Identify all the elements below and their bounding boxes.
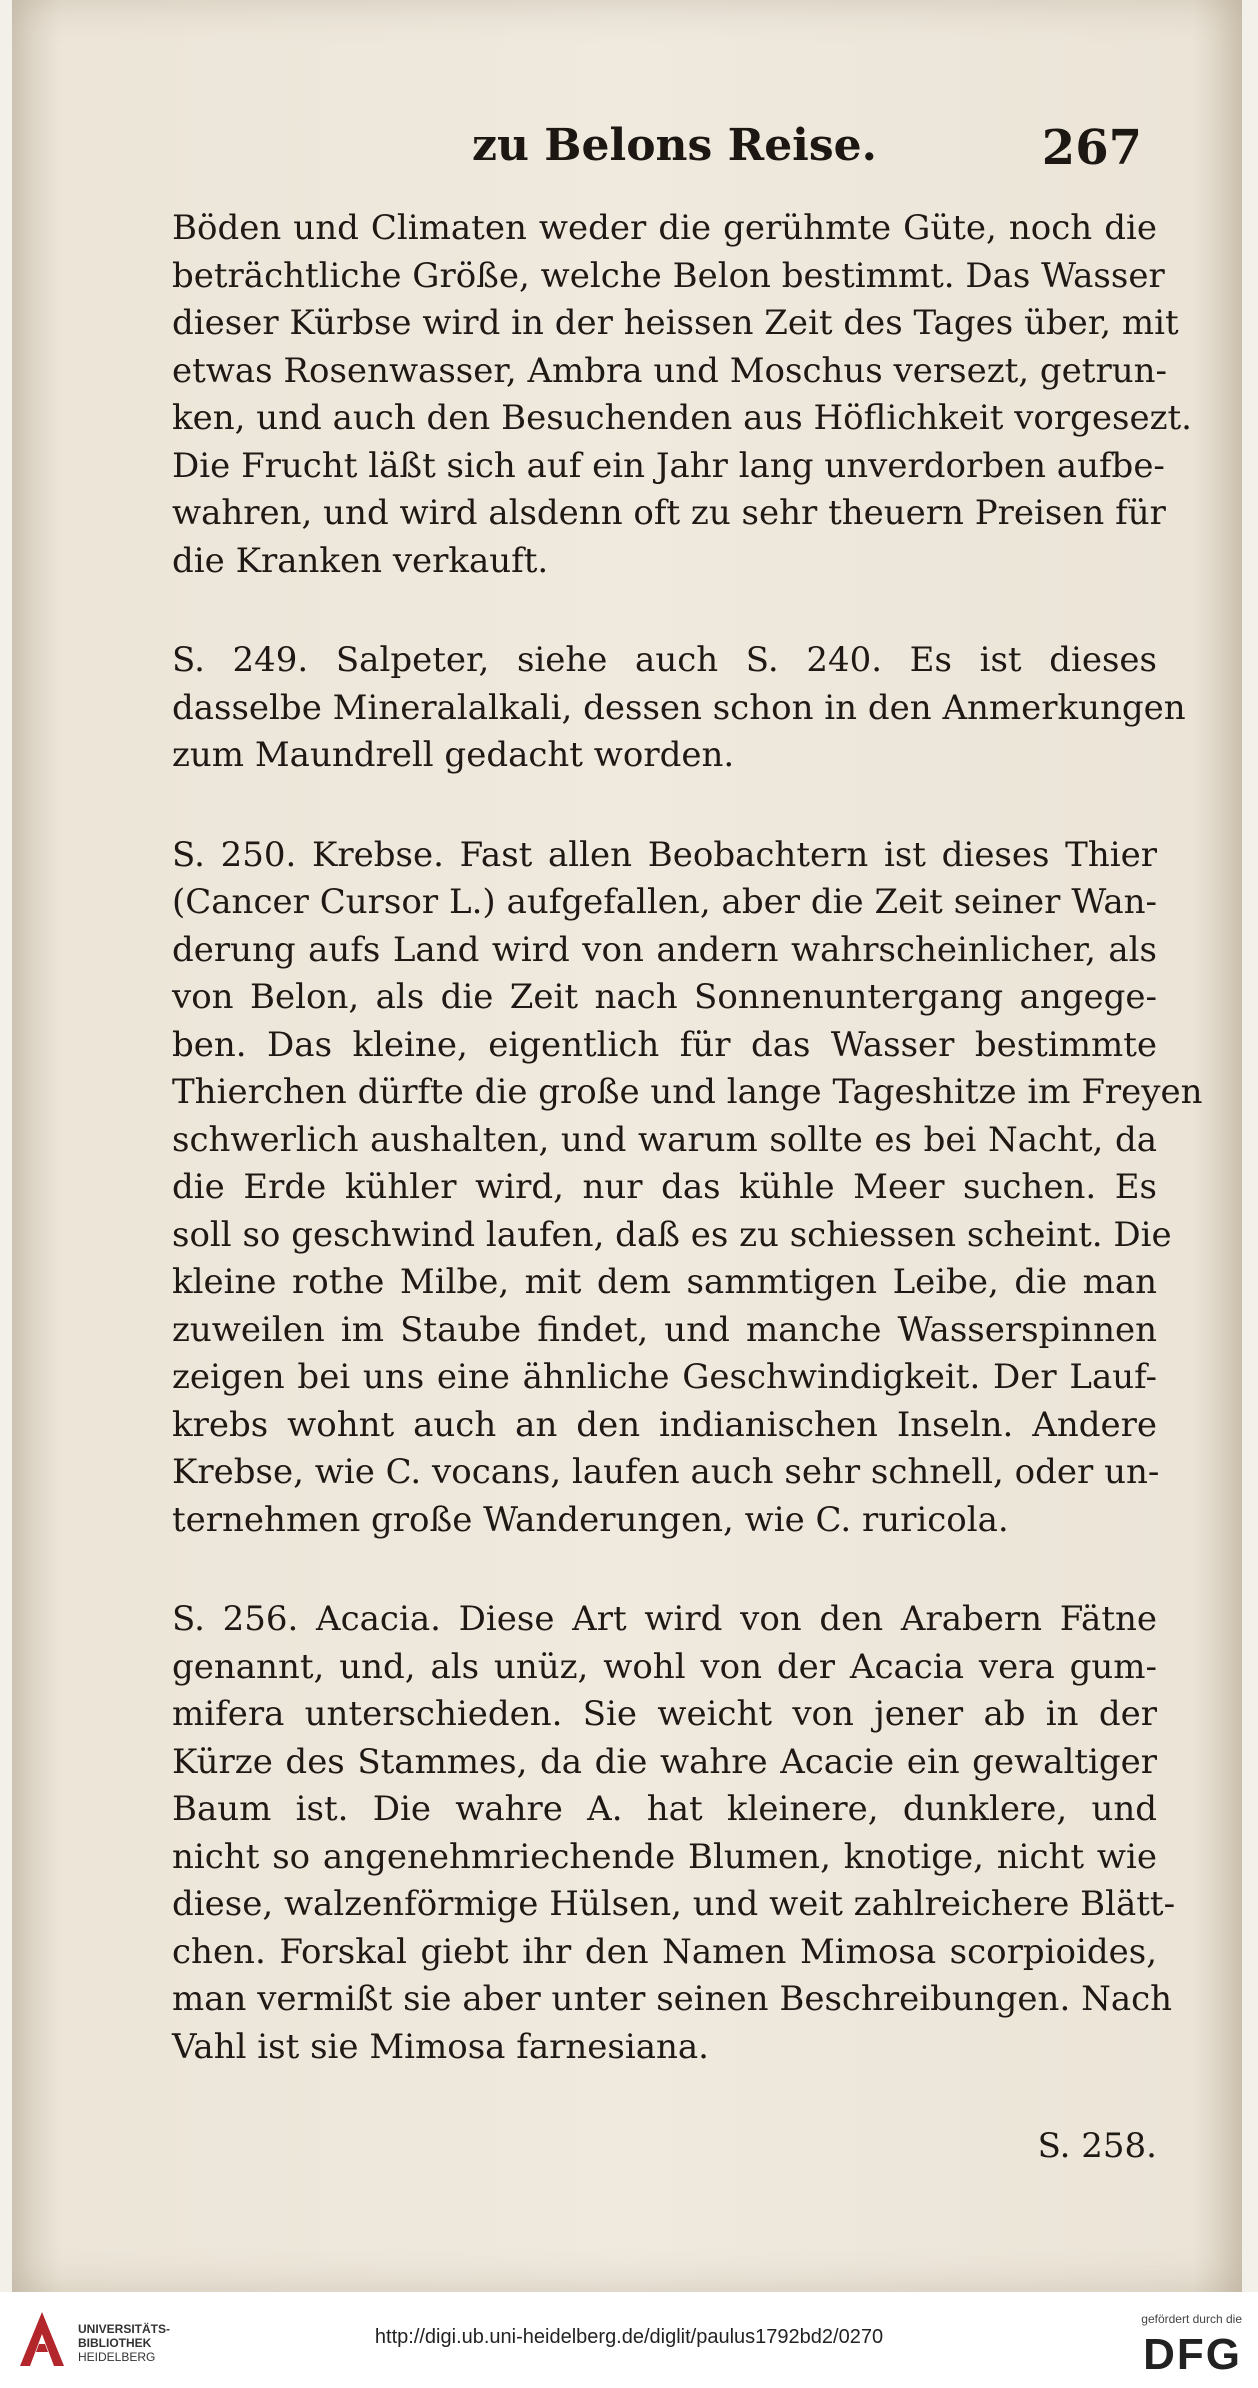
text-line: diese, walzenförmige Hülsen, und weit zahlreichere Blätt- (172, 1884, 1176, 1924)
text-line: (Cancer Cursor L.) aufgefallen, aber die Zeit seiner Wan- (172, 882, 1157, 922)
text-line: genannt, und, als unüz, wohl von der Acacia vera gum- (172, 1646, 1157, 1687)
text-line: man vermißt sie aber unter seinen Beschreibungen. Nach (172, 1979, 1173, 2019)
text-line: zuweilen im Staube findet, und manche Wasserspinnen (172, 1309, 1157, 1350)
library-name-line: BIBLIOTHEK (78, 2336, 152, 2350)
text-line: S. 249. Salpeter, siehe auch S. 240. Es ist dieses (172, 640, 1157, 680)
text-line: zeigen bei uns eine ähnliche Geschwindigkeit. Der Lauf- (172, 1357, 1157, 1397)
text-line: soll so geschwind laufen, daß es zu schiessen scheint. Die (172, 1214, 1172, 1255)
text-line: die Erde kühler wird, nur das kühle Meer suchen. Es (172, 1167, 1157, 1207)
library-name-line: UNIVERSITÄTS- (78, 2322, 171, 2336)
text-line: derung aufs Land wird von andern wahrscheinlicher, als (172, 929, 1157, 970)
page-header (12, 120, 1242, 180)
text-line: zum Maundrell gedacht worden. (172, 735, 735, 775)
permalink-url[interactable]: http://digi.ub.uni-heidelberg.de/diglit/paulus1792bd2/0270 (374, 2326, 884, 2348)
running-head: zu Belons Reise. (472, 120, 877, 171)
text-line: Thierchen dürfte die große und lange Tageshitze im Freyen (172, 1072, 1203, 1112)
funding-note: gefördert durch die (1141, 2312, 1242, 2326)
text-line: dieser Kürbse wird in der heissen Zeit des Tages über, mit (172, 303, 1179, 343)
text-line: Krebse, wie C. vocans, laufen auch sehr schnell, oder un- (172, 1452, 1160, 1492)
body-text (172, 205, 1203, 2171)
dfg-logo[interactable]: DFG (1143, 2330, 1242, 2379)
text-line: chen. Forskal giebt ihr den Namen Mimosa scorpioides, (172, 1931, 1157, 1972)
text-line: von Belon, als die Zeit nach Sonnenuntergang angege- (172, 977, 1157, 1017)
text-line: wahren, und wird alsdenn oft zu sehr theuern Preisen für (172, 493, 1166, 533)
text-line: die Kranken verkauft. (172, 540, 549, 581)
text-line: dasselbe Mineralalkali, dessen schon in den Anmerkungen (172, 687, 1186, 728)
catchword: S. 258. (1037, 2126, 1157, 2166)
page-number: 267 (1041, 120, 1142, 176)
paragraph-acacia (172, 1596, 1176, 2071)
text-line: Böden und Climaten weder die gerühmte Güte, noch die (172, 208, 1157, 248)
library-name-line: HEIDELBERG (78, 2350, 156, 2364)
text-line: Kürze des Stammes, da die wahre Acacie ein gewaltiger (172, 1741, 1157, 1782)
text-line: kleine rothe Milbe, mit dem sammtigen Leibe, die man (172, 1262, 1157, 1302)
paragraph-kuerbse (172, 205, 1192, 585)
scanned-page (12, 0, 1242, 2292)
text-line: S. 256. Acacia. Diese Art wird von den Arabern Fätne (172, 1599, 1157, 1639)
viewer-footer (0, 2292, 1258, 2388)
paragraph-krebse (172, 832, 1203, 1545)
text-line: S. 250. Krebse. Fast allen Beobachtern ist dieses Thier (172, 834, 1157, 875)
text-line: krebs wohnt auch an den indianischen Inseln. Andere (172, 1404, 1157, 1445)
text-line: nicht so angenehmriechende Blumen, knotige, nicht wie (172, 1836, 1157, 1877)
text-line: beträchtliche Größe, welche Belon bestimmt. Das Wasser (172, 255, 1165, 296)
text-line: Vahl ist sie Mimosa farnesiana. (172, 2026, 709, 2067)
text-line: etwas Rosenwasser, Ambra und Moschus versezt, getrun- (172, 350, 1167, 391)
paragraph-salpeter (172, 637, 1186, 780)
text-line: ternehmen große Wanderungen, wie C. ruricola. (172, 1499, 1009, 1540)
text-line: ben. Das kleine, eigentlich für das Wasser bestimmte (172, 1024, 1157, 1065)
text-line: mifera unterschieden. Sie weicht von jener ab in der (172, 1694, 1157, 1734)
text-line: schwerlich aushalten, und warum sollte es bei Nacht, da (172, 1119, 1157, 1160)
text-line: Baum ist. Die wahre A. hat kleinere, dunklere, und (172, 1789, 1157, 1829)
text-line: ken, und auch den Besuchenden aus Höflichkeit vorgesezt. (172, 398, 1192, 438)
text-line: Die Frucht läßt sich auf ein Jahr lang unverdorben aufbe- (172, 445, 1165, 486)
